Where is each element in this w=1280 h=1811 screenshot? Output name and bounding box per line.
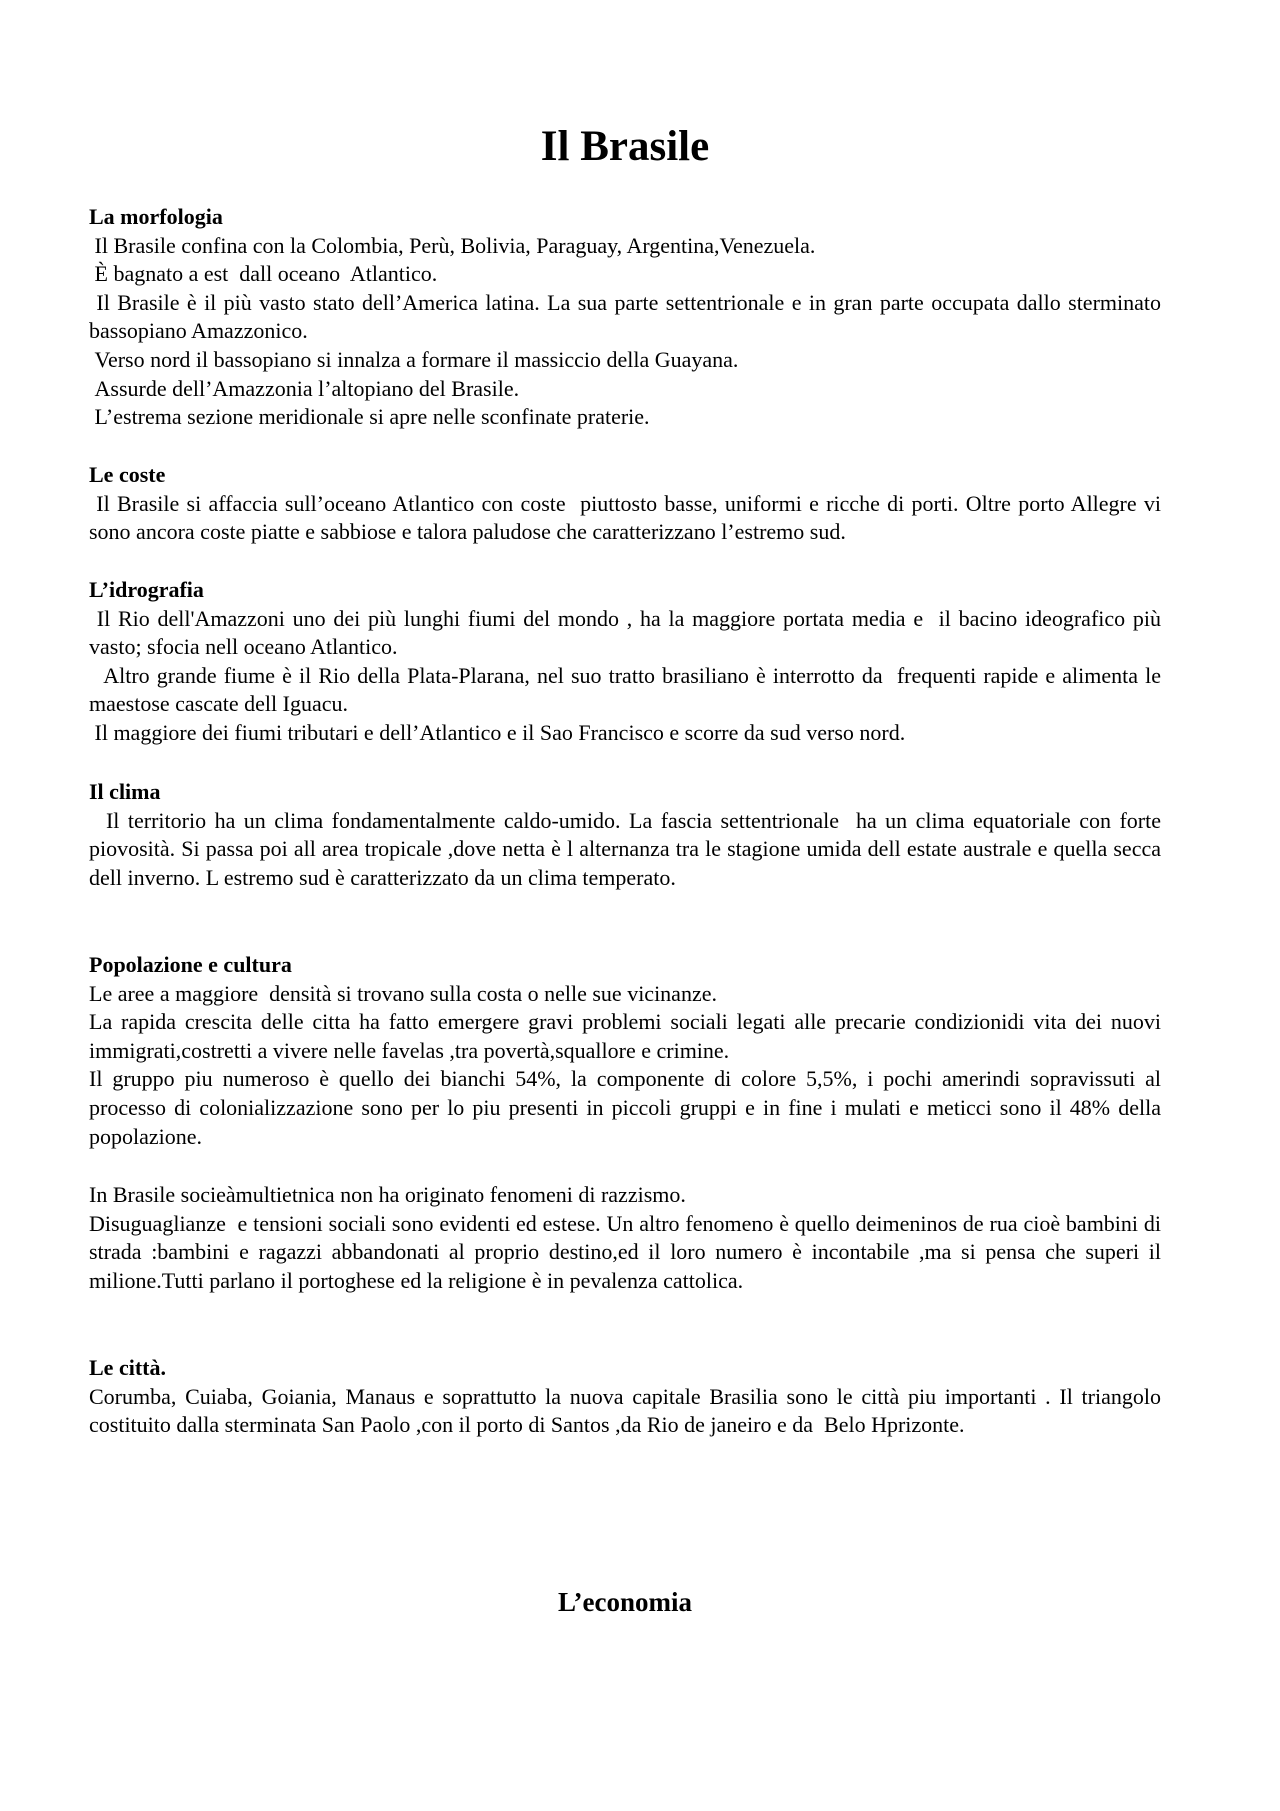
paragraph: Il Brasile confina con la Colombia, Perù, Bolivia, Paraguay, Argentina,Venezuela. bbox=[89, 232, 816, 258]
section-heading: La morfologia bbox=[89, 204, 223, 229]
section-clima bbox=[89, 778, 1167, 892]
section-heading: Il clima bbox=[89, 779, 161, 804]
paragraph: Le aree a maggiore densità si trovano sulla costa o nelle sue vicinanze. bbox=[89, 980, 717, 1006]
section-morfologia bbox=[89, 203, 1167, 432]
paragraph: Il gruppo piu numeroso è quello dei bianchi 54%, la componente di colore 5,5%, i pochi amerindi sopravissuti al processo di colonializzazione sono per lo piu presenti in piccoli gruppi e in fine i mulati e meticci sono il 48% della popolazione. bbox=[89, 1066, 1167, 1149]
section-heading: L’idrografia bbox=[89, 577, 204, 602]
section-heading: Popolazione e cultura bbox=[89, 952, 292, 977]
economia-heading: L’economia bbox=[558, 1587, 692, 1617]
section-popolazione bbox=[89, 951, 1167, 1151]
section-heading: Le città. bbox=[89, 1355, 166, 1380]
paragraph: La rapida crescita delle citta ha fatto emergere gravi problemi sociali legati alle precarie condizionidi vita dei nuovi immigrati,costretti a vivere nelle favelas ,tra povertà,squallore e crimine. bbox=[89, 1009, 1167, 1063]
paragraph: In Brasile socieàmultietnica non ha originato fenomeni di razzismo. bbox=[89, 1182, 686, 1207]
section-societa bbox=[89, 1181, 1167, 1295]
paragraph: Verso nord il bassopiano si innalza a formare il massiccio della Guayana. bbox=[89, 346, 739, 372]
paragraph: Assurde dell’Amazzonia l’altopiano del Brasile. bbox=[89, 375, 520, 401]
paragraph: Il Rio dell'Amazzoni uno dei più lunghi fiumi del mondo , ha la maggiore portata media e il bacino ideografico più vasto; sfocia nell oceano Atlantico. bbox=[89, 605, 1167, 660]
paragraph: Disuguaglianze e tensioni sociali sono evidenti ed estese. Un altro fenomeno è quello deimeninos de rua cioè bambini di strada :bambini e ragazzi abbandonati al proprio destino,ed il loro numero è incontabile ,ma si pensa che superi il milione.Tutti parlano il portoghese ed la religione è in pevalenza cattolica. bbox=[89, 1210, 1167, 1293]
document-title: Il Brasile bbox=[540, 123, 710, 170]
paragraph: È bagnato a est dall oceano Atlantico. bbox=[89, 261, 438, 287]
paragraph: Altro grande fiume è il Rio della Plata-Plarana, nel suo tratto brasiliano è interrotto da frequenti rapide e alimenta le maestose cascate dell Iguacu. bbox=[89, 662, 1167, 717]
paragraph: L’estrema sezione meridionale si apre nelle sconfinate praterie. bbox=[89, 404, 650, 430]
section-idrografia bbox=[89, 576, 1167, 748]
section-heading: Le coste bbox=[89, 462, 166, 487]
paragraph: Il Brasile è il più vasto stato dell’America latina. La sua parte settentrionale e in gran parte occupata dallo sterminato bassopiano Amazzonico. bbox=[89, 289, 1167, 344]
paragraph: Corumba, Cuiaba, Goiania, Manaus e soprattutto la nuova capitale Brasilia sono le città piu importanti . Il triangolo costituito dalla sterminata San Paolo ,con il porto di Santos ,da Rio de janeiro e da Belo Hprizonte. bbox=[89, 1383, 1167, 1438]
paragraph: Il Brasile si affaccia sull’oceano Atlantico con coste piuttosto basse, uniformi e ricche di porti. Oltre porto Allegre vi sono ancora coste piatte e sabbiose e talora paludose che caratterizzano l’estremo sud. bbox=[89, 490, 1167, 545]
paragraph: Il territorio ha un clima fondamentalmente caldo-umido. La fascia settentrionale ha un clima equatoriale con forte piovosità. Si passa poi all area tropicale ,dove netta è l alternanza tra le stagione umida dell estate australe e quella secca dell inverno. L estremo sud è caratterizzato da un clima temperato. bbox=[89, 807, 1167, 890]
paragraph: Il maggiore dei fiumi tributari e dell’Atlantico e il Sao Francisco e scorre da sud verso nord. bbox=[89, 719, 906, 745]
section-citta bbox=[89, 1354, 1167, 1440]
section-coste bbox=[89, 461, 1167, 547]
